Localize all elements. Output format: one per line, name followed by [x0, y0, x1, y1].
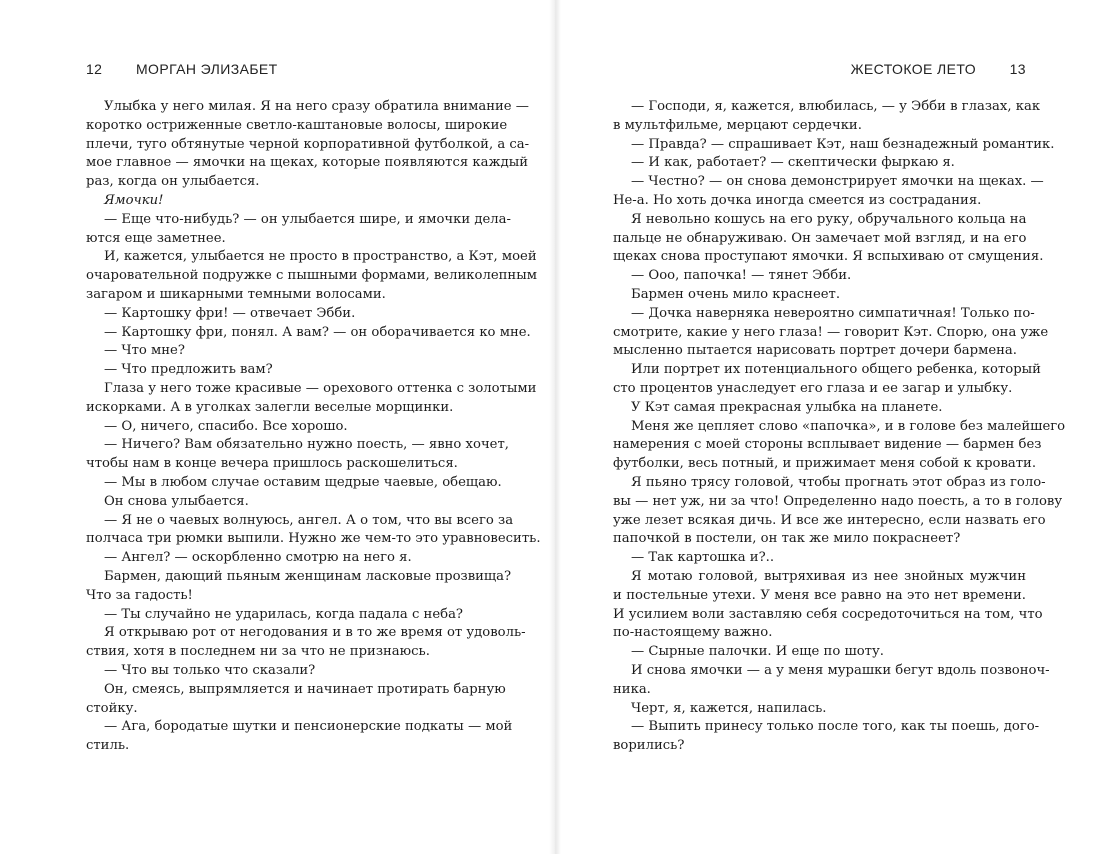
text-line: — Ты случайно не ударилась, когда падала с неба? — [104, 606, 463, 622]
text-line: — Сырные палочки. И еще по шоту. — [631, 644, 884, 660]
text-line: — Ага, бородатые шутки и пенсионерские подкаты — мой — [104, 719, 513, 735]
text-line: Он снова улыбается. — [104, 493, 249, 509]
text-line: Я мотаю головой, вытряхивая из нее знойных мужчин — [631, 568, 1026, 584]
text-line: Черт, я, кажется, напилась. — [631, 700, 827, 716]
text-line: — Я не о чаевых волнуюсь, ангел. А о том, что вы всего за — [104, 512, 514, 528]
running-head: МОРГАН ЭЛИЗАБЕТ — [136, 61, 278, 77]
text-line: Ямочки! — [104, 192, 164, 208]
text-line: ствия, хотя в последнем ни за что не признаюсь. — [86, 644, 430, 660]
text-line: — Выпить принесу только после того, как ты поешь, дого- — [631, 719, 1040, 735]
text-line: — Что мне? — [104, 343, 185, 359]
text-line: — Ничего? Вам обязательно нужно поесть, — явно хочет, — [104, 437, 509, 453]
text-line: очаровательной подружке с пышными формами, великолепным — [86, 268, 537, 284]
text-line: И, кажется, улыбается не просто в пространство, а Кэт, моей — [104, 249, 537, 265]
right-page-header — [613, 61, 1026, 81]
text-line: раз, когда он улыбается. — [86, 174, 260, 190]
text-line: пальце не обнаруживаю. Он замечает мой взгляд, и на его — [613, 230, 1027, 246]
text-line: У Кэт самая прекрасная улыбка на планете. — [631, 399, 943, 415]
text-line: Или портрет их потенциального общего ребенка, который — [631, 362, 1041, 378]
text-line: Глаза у него тоже красивые — орехового оттенка с золотыми — [104, 380, 537, 396]
text-line: Не-а. Но хоть дочка иногда смеется из сострадания. — [613, 192, 982, 208]
text-line: Что за гадость! — [86, 587, 193, 603]
text-line: Я пьяно трясу головой, чтобы прогнать этот образ из голо- — [631, 474, 1046, 490]
text-line: Он, смеясь, выпрямляется и начинает протирать барную — [104, 681, 506, 697]
text-line: вы — нет уж, ни за что! Определенно надо поесть, а то в голову — [613, 493, 1063, 509]
text-line: искорками. А в уголках залегли веселые морщинки. — [86, 399, 454, 415]
text-line: — Мы в любом случае оставим щедрые чаевые, обещаю. — [104, 474, 502, 490]
text-line: стойку. — [86, 700, 138, 716]
text-line: футболки, весь потный, и прижимает меня собой к кровати. — [613, 456, 1037, 472]
text-line: — Ооо, папочка! — тянет Эбби. — [631, 268, 852, 284]
left-page-header — [86, 61, 499, 81]
right-page-text — [613, 98, 1066, 756]
text-line: полчаса три рюмки выпили. Нужно же чем-то это уравновесить. — [86, 531, 541, 547]
page-number: 12 — [86, 61, 103, 77]
text-line: загаром и шикарными темными волосами. — [86, 286, 386, 302]
text-line: — Ангел? — оскорбленно смотрю на него я. — [104, 550, 412, 566]
text-line: уже лезет всякая дичь. И все же интересно, если назвать его — [613, 512, 1046, 528]
text-line: — Что вы только что сказали? — [104, 662, 316, 678]
text-line: — Картошку фри! — отвечает Эбби. — [104, 305, 356, 321]
text-line: — Дочка наверняка невероятно симпатичная! Только по- — [631, 305, 1035, 321]
text-line: — О, ничего, спасибо. Все хорошо. — [104, 418, 348, 434]
text-line: ворились? — [613, 738, 685, 754]
text-line: стиль. — [86, 738, 130, 754]
text-line: — Так картошка и?.. — [631, 550, 775, 566]
text-line: — И как, работает? — скептически фыркаю я. — [631, 155, 955, 171]
text-line: Бармен очень мило краснеет. — [631, 286, 841, 302]
text-line: смотрите, какие у него глаза! — говорит Кэт. Спорю, она уже — [613, 324, 1049, 340]
left-page-text — [86, 98, 541, 756]
text-line: намерения с моей стороны всплывает видение — бармен без — [613, 437, 1042, 453]
text-line: по-настоящему важно. — [613, 625, 773, 641]
text-line: Бармен, дающий пьяным женщинам ласковые прозвища? — [104, 568, 512, 584]
page-number: 13 — [1009, 61, 1026, 77]
text-line: И снова ямочки — а у меня мурашки бегут вдоль позвоноч- — [631, 662, 1050, 678]
text-line: ника. — [613, 681, 651, 697]
text-line: мысленно пытается нарисовать портрет дочери бармена. — [613, 343, 1017, 359]
text-line: — Картошку фри, понял. А вам? — он оборачивается ко мне. — [104, 324, 531, 340]
text-line: — Еще что-нибудь? — он улыбается шире, и ямочки дела- — [104, 211, 511, 227]
running-head: ЖЕСТОКОЕ ЛЕТО — [850, 61, 976, 77]
text-line: И усилием воли заставляю себя сосредоточиться на том, что — [613, 606, 1043, 622]
text-line: и постельные утехи. У меня все равно на это нет времени. — [613, 587, 1026, 603]
text-line: ются еще заметнее. — [86, 230, 226, 246]
text-line: Улыбка у него милая. Я на него сразу обратила внимание — — [104, 99, 529, 114]
text-line: коротко остриженные светло-каштановые волосы, широкие — [86, 117, 508, 133]
text-line: папочкой в постели, он так же мило покраснеет? — [613, 531, 961, 547]
text-line: плечи, туго обтянутые черной корпоративной футболкой, а са- — [86, 136, 530, 152]
text-line: — Правда? — спрашивает Кэт, наш безнадежный романтик. — [631, 136, 1055, 152]
text-line: Я открываю рот от негодования и в то же время от удоволь- — [104, 625, 526, 641]
text-line: щеках снова проступают ямочки. Я вспыхиваю от смущения. — [613, 249, 1044, 265]
text-line: Я невольно кошусь на его руку, обручального кольца на — [631, 211, 1027, 227]
left-page — [86, 0, 541, 854]
text-line: — Честно? — он снова демонстрирует ямочки на щеках. — — [631, 174, 1044, 190]
text-line: в мультфильме, мерцают сердечки. — [613, 117, 862, 133]
text-line: мое главное — ямочки на щеках, которые появляются каждый — [86, 155, 529, 171]
text-line: — Что предложить вам? — [104, 362, 273, 378]
book-gutter — [549, 0, 561, 854]
text-line: сто процентов унаследует его глаза и ее загар и улыбку. — [613, 380, 1013, 396]
text-line: Меня же цепляет слово «папочка», и в голове без малейшего — [631, 418, 1066, 434]
right-page — [613, 0, 1066, 854]
text-line: — Господи, я, кажется, влюбилась, — у Эбби в глазах, как — [631, 99, 1041, 114]
text-line: чтобы нам в конце вечера пришлось раскошелиться. — [86, 456, 458, 472]
